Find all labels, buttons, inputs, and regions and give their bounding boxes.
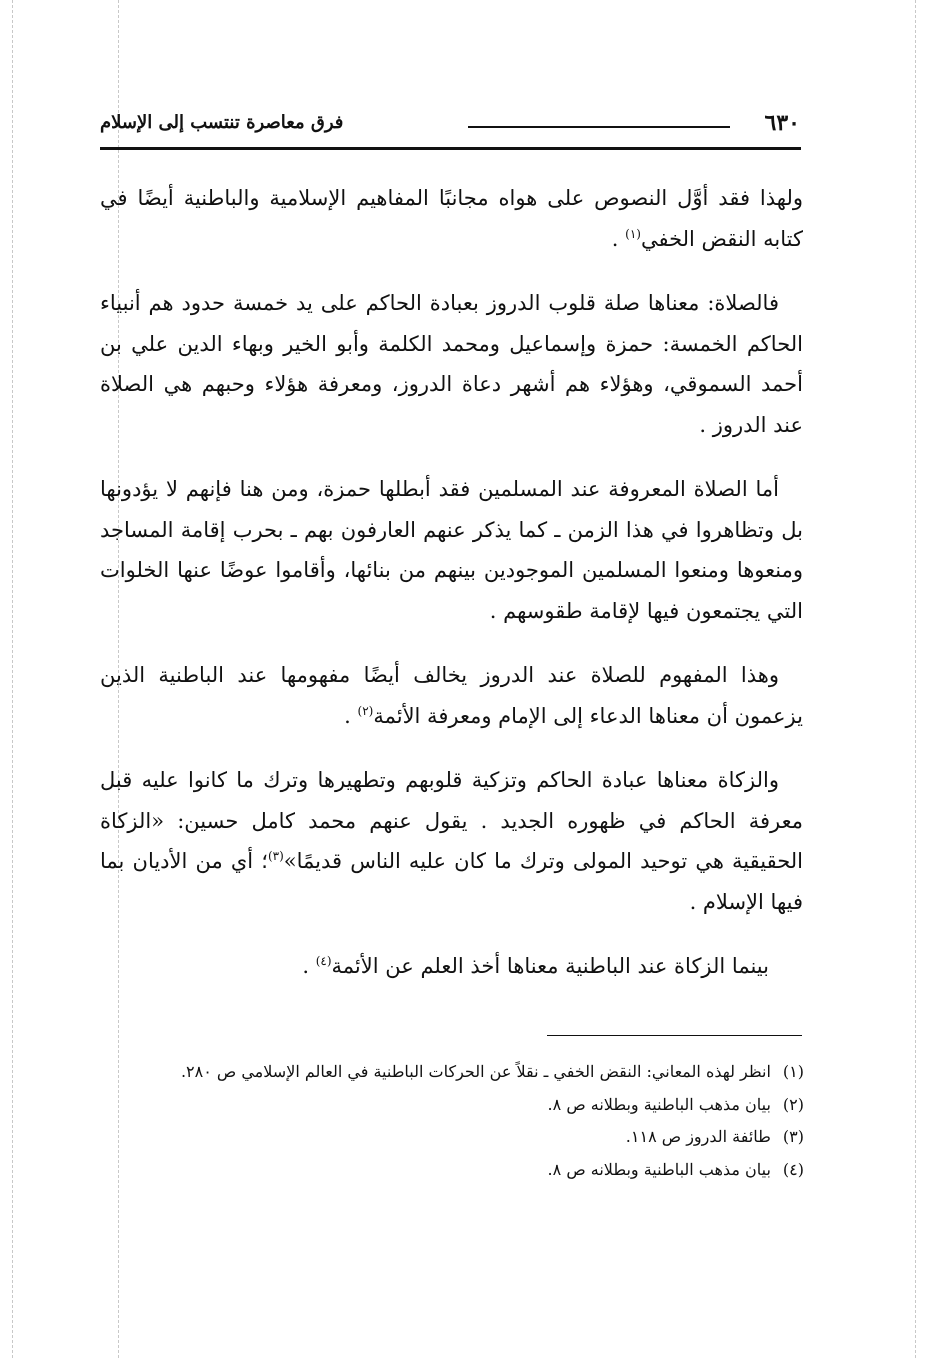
paragraph-3: أما الصلاة المعروفة عند المسلمين فقد أبطلها حمزة، ومن هنا فإنهم لا يؤدونها بل وتظاهروا في هذا الزمن ـ كما يذكر عنهم العارفون بهم ـ بحرب إقامة المساجد ومنعوها ومنعوا المسلمين الموجودين بينهم من بنائها، وأقاموا عوضًا عنها الخلوات التي يجتمعون فيها لإقامة طقوسهم . [100,477,803,623]
header-underline [100,147,801,150]
paragraph-4: وهذا المفهوم للصلاة عند الدروز يخالف أيضًا مفهومها عند الباطنية الذين يزعمون أن معناها الدعاء إلى الإمام ومعرفة الأئمة$^{(٢)}$ . [100,663,803,728]
footnote-ref-3: (٣) [267,849,284,863]
footnote-ref-2: (٢) [357,703,374,718]
footnote-3: (٣)طائفة الدروز ص ١١٨. [625,1127,804,1146]
footnote-ref-4: (٤) [315,954,332,968]
paragraph-2: فالصلاة: معناها صلة قلوب الدروز بعبادة الحاكم على يد خمسة حدود هم أنبياء الحاكم الخمسة: حمزة وإسماعيل ومحمد الكلمة وأبو الخير وبهاء الدين علي بن أحمد السموقي، وهؤلاء هم أشهر دعاة الدروز، ومعرفة هؤلاء وحبهم هي الصلاة عند الدروز . [100,291,803,437]
footnotes [104,1056,804,1186]
footnote-1: (١)انظر لهذه المعاني: النقض الخفي ـ نقلاً عن الحركات الباطنية في العالم الإسلامي ص ٢٨٠. [180,1062,804,1081]
header-rule [468,126,730,128]
paragraph-1: ولهذا فقد أوَّل النصوص على هواه مجانبًا المفاهيم الإسلامية والباطنية أيضًا في كتابه النقض الخفي$^{(١)}$ . [100,186,803,251]
scan-edge-left [12,0,13,1358]
footnote-4: (٤)بيان مذهب الباطنية وبطلانه ص ٨. [547,1159,804,1179]
paragraph-6: بينما الزكاة عند الباطنية معناها أخذ العلم عن الأئمة$^{(٤)}$ . [302,954,769,978]
page-header [100,108,800,138]
footnote-separator [547,1035,802,1036]
scan-edge-right [915,0,916,1358]
running-title: فرق معاصرة تنتسب إلى الإسلام [100,112,344,133]
paragraph-5: والزكاة معناها عبادة الحاكم وتزكية قلوبهم وتطهيرها وترك ما كانوا عليه قبل معرفة الحاكم في ظهوره الجديد . يقول عنهم محمد كامل حسين: «الزكاة الحقيقية هي توحيد المولى وترك ما كان عليه الناس قديمًا»$^{(٣)}$؛ أي من الأديان بما فيها الإسلام . [100,768,803,914]
body-text [100,178,803,1011]
footnote-2: (٢)بيان مذهب الباطنية وبطلانه ص ٨. [547,1094,804,1114]
footnote-ref-1: (١) [625,226,641,241]
page-number: ٦٣٠ [764,110,800,136]
